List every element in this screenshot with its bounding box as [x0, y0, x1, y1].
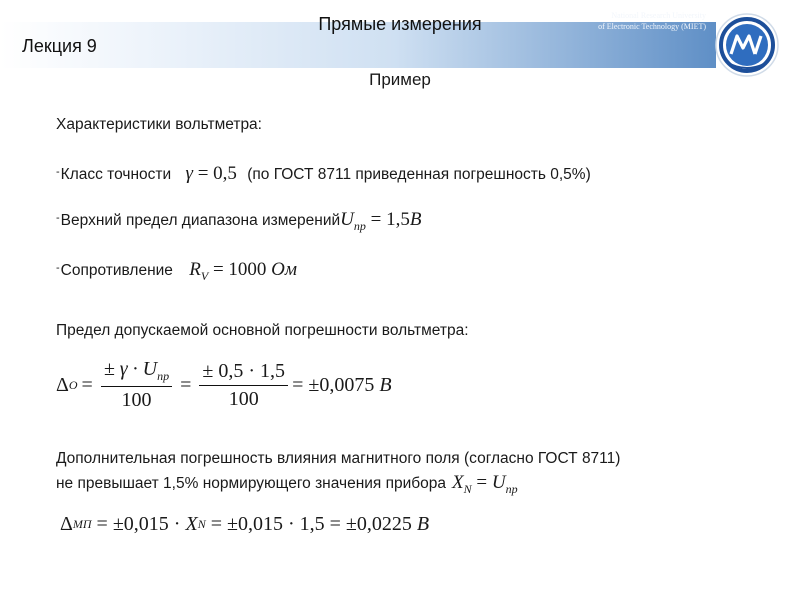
resistance-label: Сопротивление [60, 262, 173, 279]
upper-limit-formula: $U_{пр} = 1,5B$ [340, 209, 422, 233]
university-line-1: National Research University [611, 11, 706, 20]
bullet-marker: - [56, 166, 60, 178]
unit-volt: B [379, 373, 392, 396]
basic-error-formula [56, 358, 392, 412]
formula-result: = ±0,0075 [292, 373, 375, 396]
additional-error-line-2: не превышает 1,5% нормирующего значения прибора $X_N = U_{пр}$ [56, 472, 518, 496]
additional-error-line-1: Дополнительная погрешность влияния магнитного поля (согласно ГОСТ 8711) [56, 450, 621, 467]
fraction-numeric: $\frac{\pm 0,5 \cdot 1,5}{100}$ [199, 360, 288, 411]
bullet-marker: - [56, 262, 60, 274]
accuracy-class-formula: γ = 0,5 [185, 163, 237, 184]
upper-limit-line [56, 209, 421, 234]
miet-logo-icon [714, 12, 780, 78]
university-line-2: of Electronic Technology (MIET) [598, 22, 706, 31]
resistance-formula: $R_V = 1000$ Ом [189, 259, 298, 283]
accuracy-class-label: Класс точности [60, 166, 172, 183]
accuracy-class-line [56, 163, 591, 185]
delta-symbol: Δ [56, 373, 69, 396]
limit-heading: Предел допускаемой основной погрешности вольтметра: [56, 322, 469, 339]
equals-sign: = [180, 373, 192, 396]
page-title: Прямые измерения [318, 14, 482, 34]
lecture-number: Лекция 9 [22, 36, 97, 56]
intro-text: Характеристики вольтметра: [56, 116, 262, 133]
normalizing-value-formula: $X_N = U_{пр}$ [452, 472, 518, 496]
equals-sign: = [81, 373, 93, 396]
slide-subtitle: Пример [369, 70, 431, 89]
fraction-symbolic: $\frac{\pm \gamma \cdot U_{пр}}{100}$ [101, 358, 172, 412]
resistance-line [56, 259, 297, 284]
university-name [598, 10, 706, 32]
delta-subscript: O [68, 377, 78, 392]
upper-limit-label: Верхний предел диапазона измерений [60, 212, 341, 229]
accuracy-class-note: (по ГОСТ 8711 приведенная погрешность 0,5%) [247, 166, 591, 183]
magnetic-error-formula: Δ МП = ±0,015 · X N = ±0,015 · 1,5 = ±0,0225 B [60, 513, 430, 535]
bullet-marker: - [56, 212, 60, 224]
